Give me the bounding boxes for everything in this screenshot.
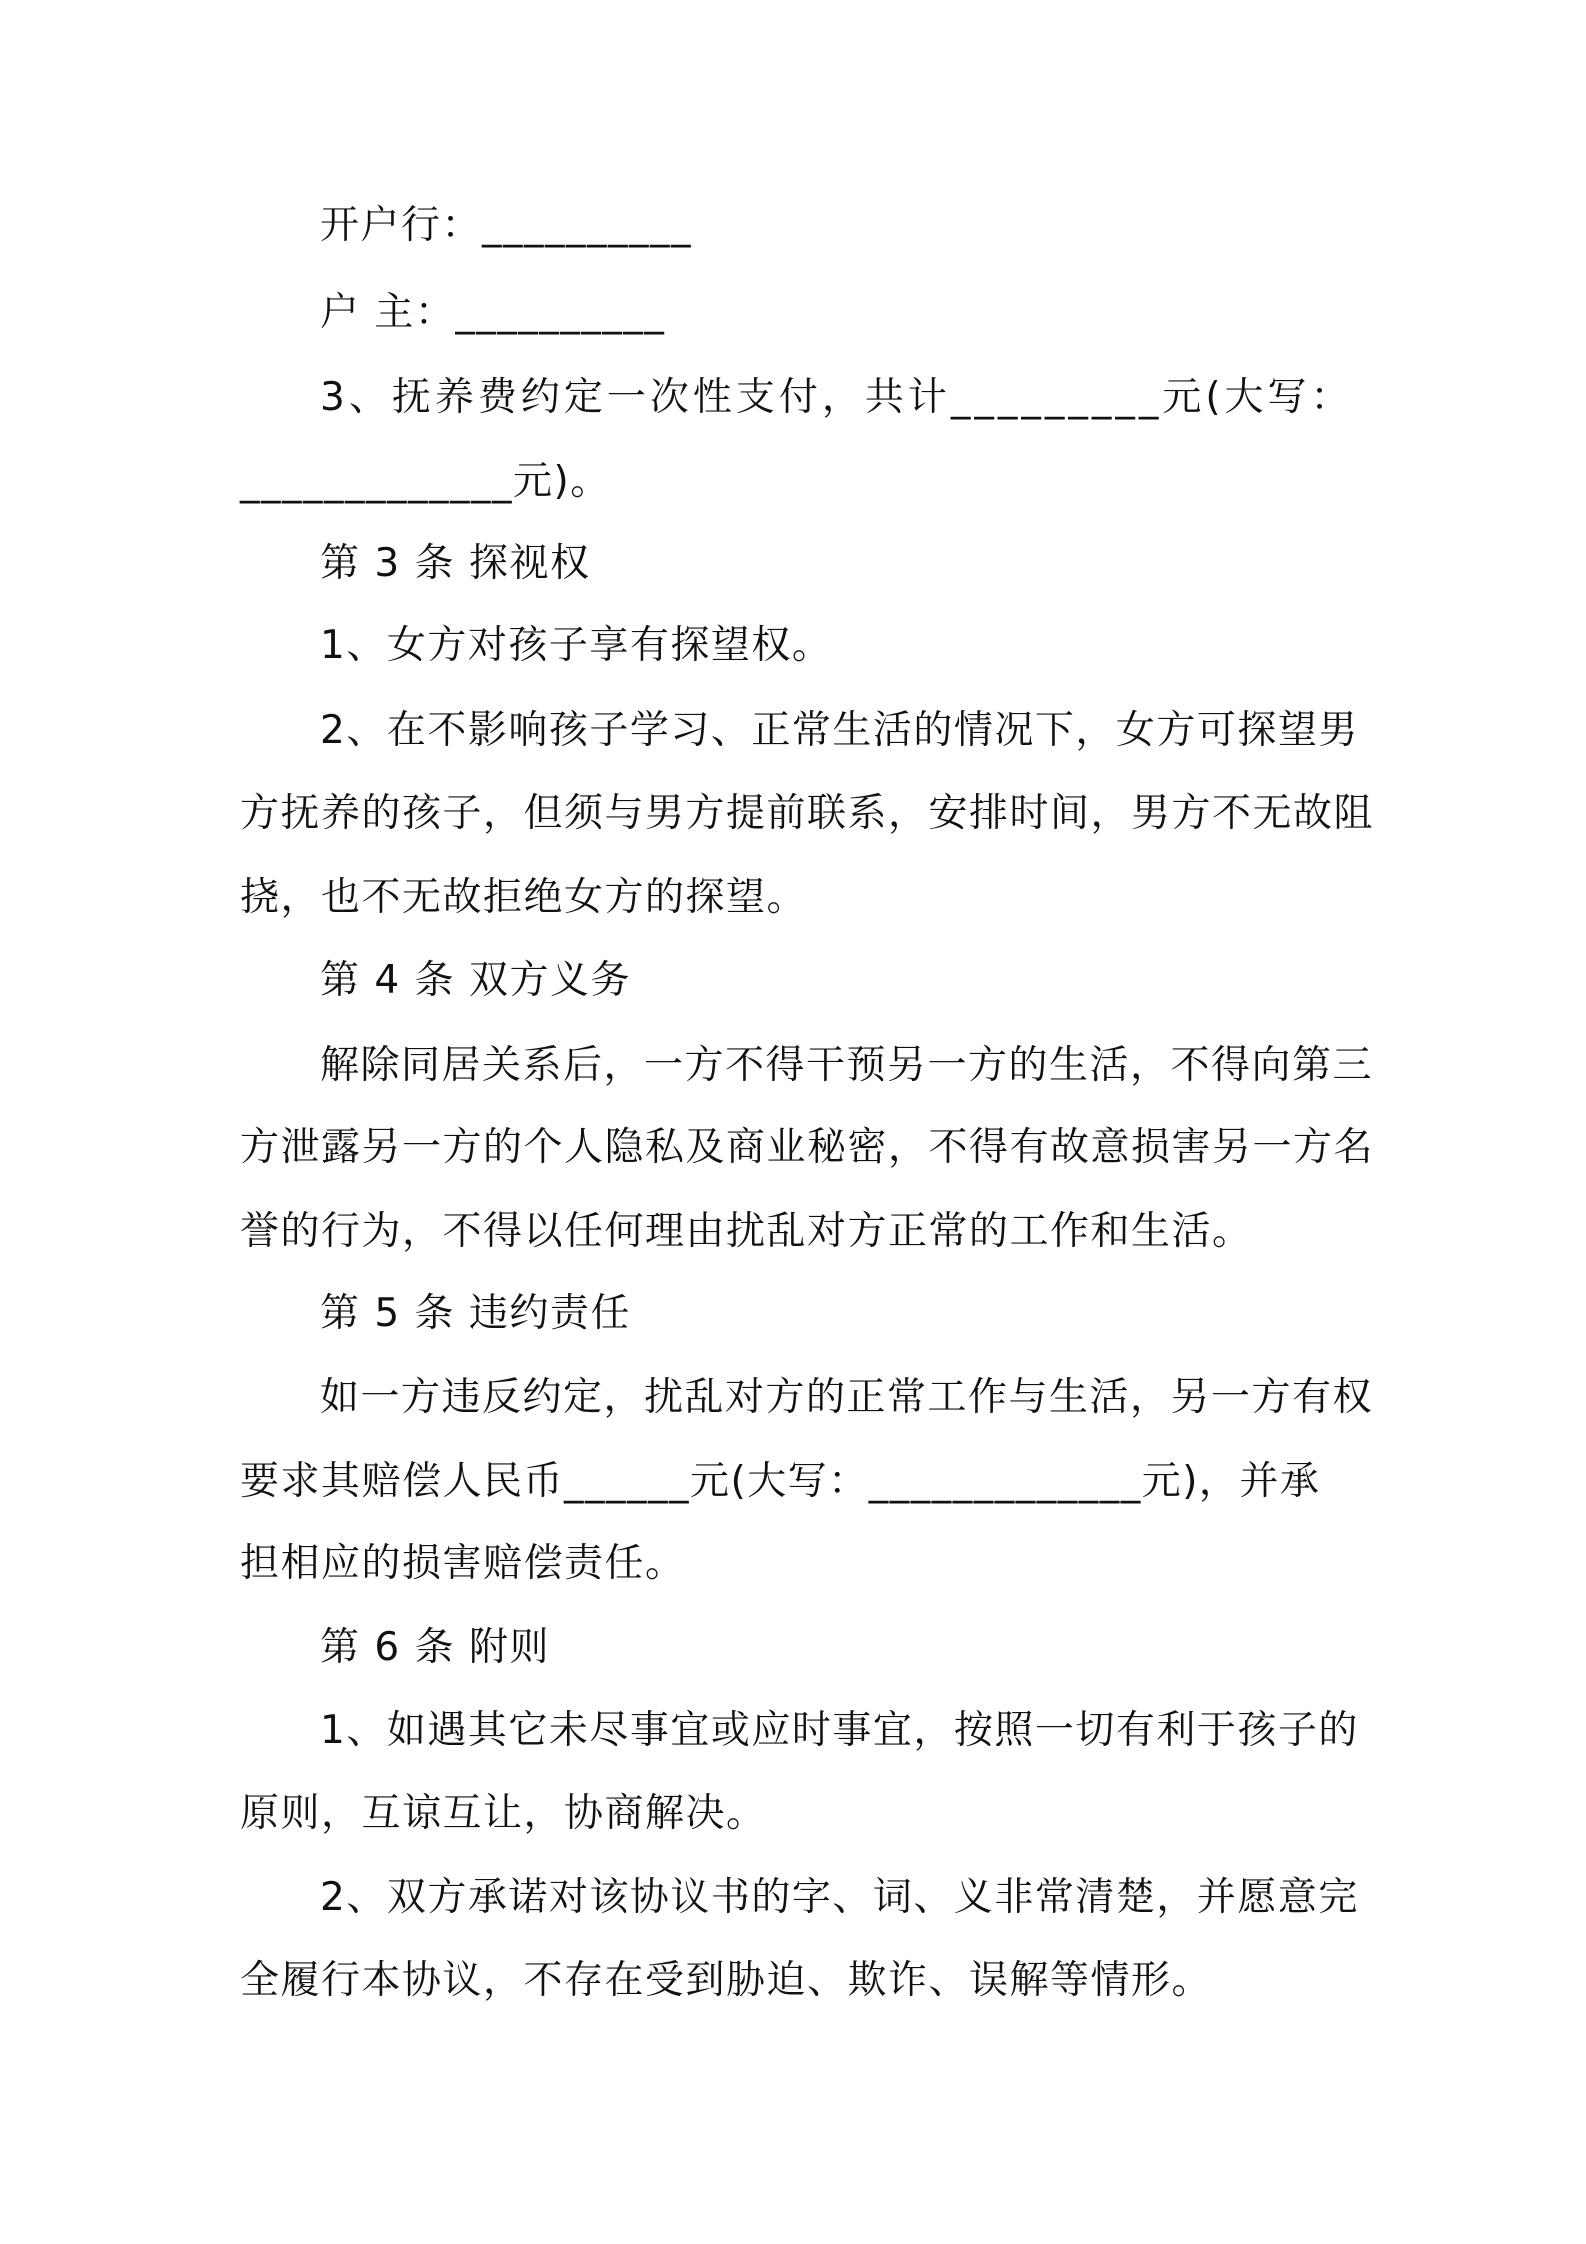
article-heading: 第 6 条 附则 [320, 1625, 551, 1670]
paragraph-line: 方抚养的孩子，但须与男方提前联系，安排时间，男方不无故阻 [240, 791, 1375, 836]
article-heading: 第 5 条 违约责任 [320, 1291, 632, 1336]
paragraph-line: 2、在不影响孩子学习、正常生活的情况下，女方可探望男 [320, 708, 1359, 753]
paragraph-line: 要求其赔偿人民币______元(大写：_____________元)，并承 [240, 1459, 1321, 1504]
paragraph-line: 方泄露另一方的个人隐私及商业秘密，不得有故意损害另一方名 [240, 1125, 1375, 1170]
paragraph-line: 原则，互谅互让，协商解决。 [240, 1791, 767, 1836]
paragraph-line: 2、双方承诺对该协议书的字、词、义非常清楚，并愿意完 [320, 1875, 1359, 1920]
paragraph-line: _____________元)。 [240, 459, 611, 504]
paragraph-line: 解除同居关系后，一方不得干预另一方的生活，不得向第三 [320, 1043, 1374, 1088]
paragraph-line: 如一方违反约定，扰乱对方的正常工作与生活，另一方有权 [320, 1375, 1374, 1420]
paragraph-line: 挠，也不无故拒绝女方的探望。 [240, 875, 808, 920]
paragraph-line: 3、抚养费约定一次性支付，共计_________元(大写： [320, 375, 1354, 420]
paragraph-line: 1、女方对孩子享有探望权。 [320, 623, 833, 668]
paragraph-line: 1、如遇其它未尽事宜或应时事宜，按照一切有利于孩子的 [320, 1708, 1359, 1753]
paragraph-line: 誉的行为，不得以任何理由扰乱对方正常的工作和生活。 [240, 1209, 1253, 1254]
account-holder-line: 户 主：__________ [320, 290, 666, 335]
bank-line: 开户行：__________ [320, 203, 693, 248]
paragraph-line: 担相应的损害赔偿责任。 [240, 1541, 686, 1586]
paragraph-line: 全履行本协议，不存在受到胁迫、欺诈、误解等情形。 [240, 1958, 1213, 2003]
article-heading: 第 3 条 探视权 [320, 541, 591, 586]
article-heading: 第 4 条 双方义务 [320, 958, 632, 1003]
